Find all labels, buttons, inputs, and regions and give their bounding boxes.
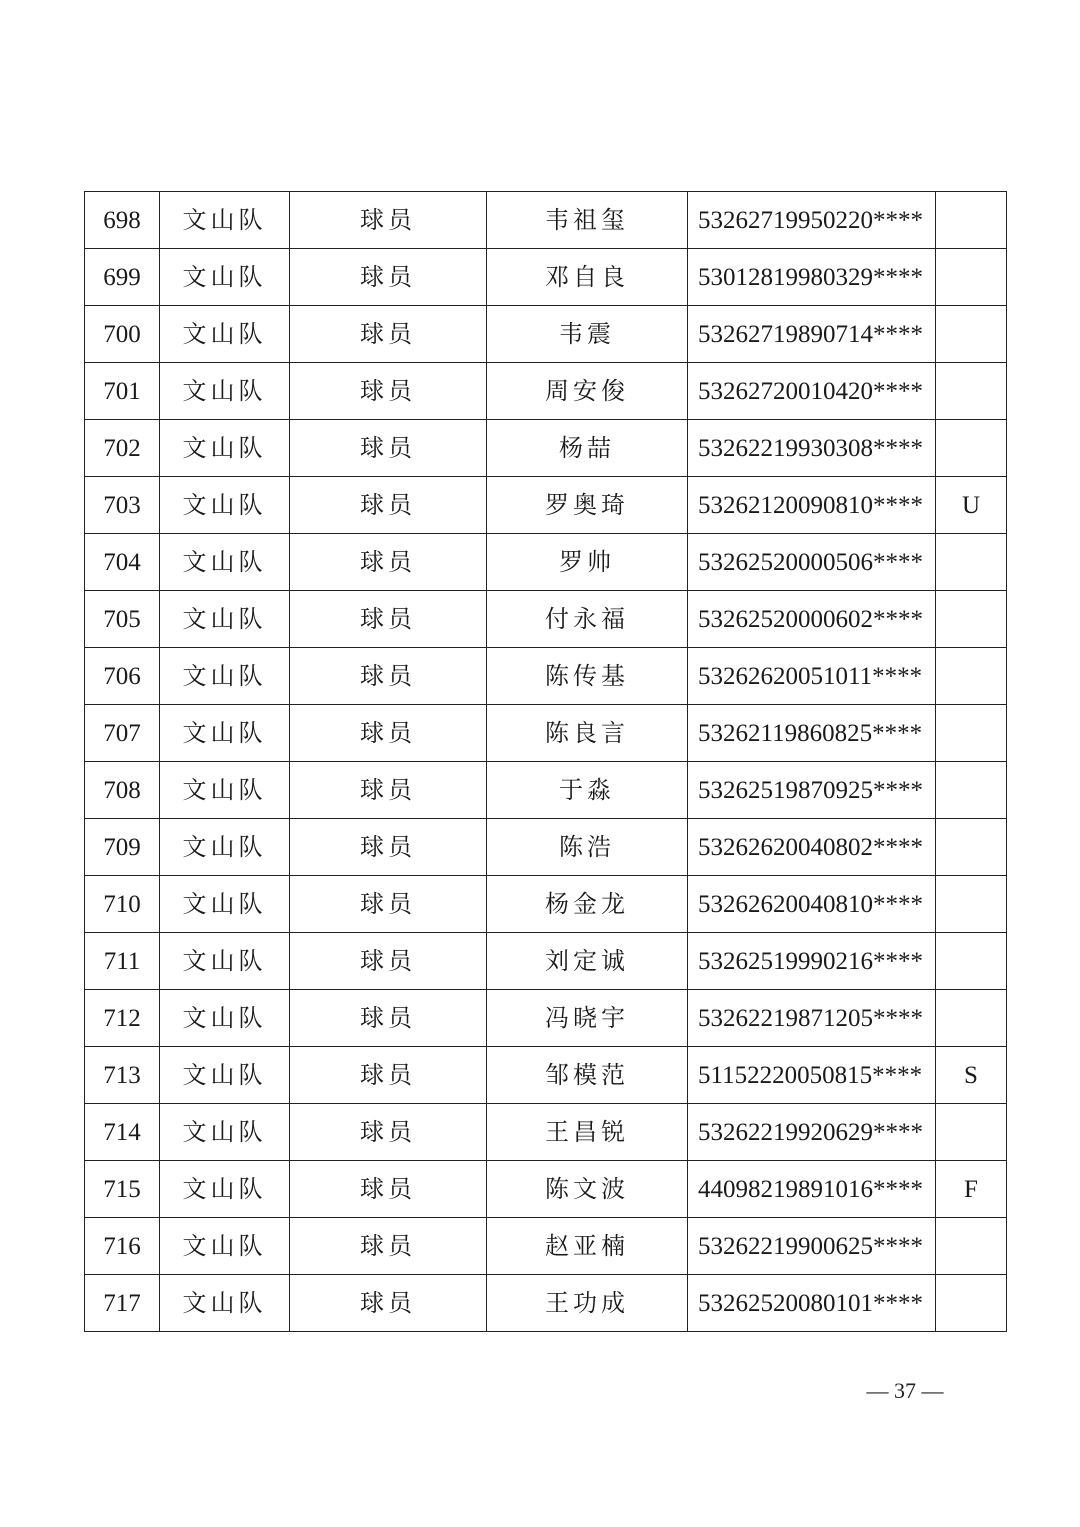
remark-cell: [936, 192, 1007, 249]
table-row: [85, 420, 1007, 477]
role-cell: 球员: [290, 534, 487, 591]
table-row: [85, 1218, 1007, 1275]
player-name-cell: 王功成: [487, 1275, 688, 1332]
row-number-cell: 714: [85, 1104, 160, 1161]
team-cell: 文山队: [160, 1218, 290, 1275]
player-name-cell: 王昌锐: [487, 1104, 688, 1161]
player-name-cell: 杨金龙: [487, 876, 688, 933]
remark-cell: [936, 705, 1007, 762]
remark-cell: [936, 990, 1007, 1047]
remark-cell: U: [936, 477, 1007, 534]
role-cell: 球员: [290, 1275, 487, 1332]
team-cell: 文山队: [160, 762, 290, 819]
table-row: [85, 990, 1007, 1047]
remark-cell: [936, 876, 1007, 933]
team-cell: 文山队: [160, 534, 290, 591]
role-cell: 球员: [290, 819, 487, 876]
team-cell: 文山队: [160, 819, 290, 876]
row-number-cell: 712: [85, 990, 160, 1047]
team-cell: 文山队: [160, 1275, 290, 1332]
player-name-cell: 刘定诚: [487, 933, 688, 990]
id-number-cell: 53262720010420****: [688, 363, 936, 420]
role-cell: 球员: [290, 420, 487, 477]
id-number-cell: 53262519990216****: [688, 933, 936, 990]
table-row: [85, 762, 1007, 819]
role-cell: 球员: [290, 990, 487, 1047]
team-cell: 文山队: [160, 876, 290, 933]
player-name-cell: 韦祖玺: [487, 192, 688, 249]
role-cell: 球员: [290, 363, 487, 420]
table-row: [85, 1161, 1007, 1218]
role-cell: 球员: [290, 1218, 487, 1275]
remark-cell: [936, 762, 1007, 819]
row-number-cell: 701: [85, 363, 160, 420]
table-row: [85, 591, 1007, 648]
id-number-cell: 53262219871205****: [688, 990, 936, 1047]
id-number-cell: 53262620051011****: [688, 648, 936, 705]
id-number-cell: 53262519870925****: [688, 762, 936, 819]
row-number-cell: 713: [85, 1047, 160, 1104]
id-number-cell: 53262520080101****: [688, 1275, 936, 1332]
row-number-cell: 717: [85, 1275, 160, 1332]
team-cell: 文山队: [160, 990, 290, 1047]
role-cell: 球员: [290, 762, 487, 819]
player-name-cell: 赵亚楠: [487, 1218, 688, 1275]
row-number-cell: 708: [85, 762, 160, 819]
row-number-cell: 698: [85, 192, 160, 249]
roster-body: [85, 192, 1007, 1332]
team-cell: 文山队: [160, 1104, 290, 1161]
team-cell: 文山队: [160, 933, 290, 990]
row-number-cell: 704: [85, 534, 160, 591]
role-cell: 球员: [290, 591, 487, 648]
table-row: [85, 477, 1007, 534]
remark-cell: [936, 933, 1007, 990]
role-cell: 球员: [290, 1104, 487, 1161]
row-number-cell: 706: [85, 648, 160, 705]
table-row: [85, 933, 1007, 990]
role-cell: 球员: [290, 306, 487, 363]
player-name-cell: 韦震: [487, 306, 688, 363]
page-number: — 37 —: [866, 1378, 944, 1403]
team-cell: 文山队: [160, 591, 290, 648]
table-row: [85, 306, 1007, 363]
remark-cell: F: [936, 1161, 1007, 1218]
id-number-cell: 53262620040802****: [688, 819, 936, 876]
player-name-cell: 冯晓宇: [487, 990, 688, 1047]
player-name-cell: 付永福: [487, 591, 688, 648]
remark-cell: [936, 591, 1007, 648]
team-cell: 文山队: [160, 477, 290, 534]
row-number-cell: 702: [85, 420, 160, 477]
team-cell: 文山队: [160, 1047, 290, 1104]
table-row: [85, 192, 1007, 249]
remark-cell: [936, 249, 1007, 306]
remark-cell: [936, 306, 1007, 363]
role-cell: 球员: [290, 249, 487, 306]
row-number-cell: 703: [85, 477, 160, 534]
row-number-cell: 705: [85, 591, 160, 648]
id-number-cell: 53262719950220****: [688, 192, 936, 249]
id-number-cell: 44098219891016****: [688, 1161, 936, 1218]
table-row: [85, 819, 1007, 876]
table-row: [85, 534, 1007, 591]
id-number-cell: 53262719890714****: [688, 306, 936, 363]
role-cell: 球员: [290, 705, 487, 762]
id-number-cell: 53262219920629****: [688, 1104, 936, 1161]
role-cell: 球员: [290, 1047, 487, 1104]
player-name-cell: 于淼: [487, 762, 688, 819]
id-number-cell: 53262620040810****: [688, 876, 936, 933]
table-row: [85, 363, 1007, 420]
id-number-cell: 53262520000602****: [688, 591, 936, 648]
player-roster-table: [84, 191, 1007, 1332]
player-name-cell: 杨喆: [487, 420, 688, 477]
remark-cell: S: [936, 1047, 1007, 1104]
role-cell: 球员: [290, 876, 487, 933]
team-cell: 文山队: [160, 1161, 290, 1218]
row-number-cell: 711: [85, 933, 160, 990]
id-number-cell: 53262520000506****: [688, 534, 936, 591]
player-name-cell: 周安俊: [487, 363, 688, 420]
row-number-cell: 709: [85, 819, 160, 876]
player-name-cell: 陈传基: [487, 648, 688, 705]
row-number-cell: 710: [85, 876, 160, 933]
table-row: [85, 876, 1007, 933]
row-number-cell: 715: [85, 1161, 160, 1218]
id-number-cell: 53262120090810****: [688, 477, 936, 534]
row-number-cell: 700: [85, 306, 160, 363]
role-cell: 球员: [290, 933, 487, 990]
id-number-cell: 53262219930308****: [688, 420, 936, 477]
team-cell: 文山队: [160, 420, 290, 477]
table-row: [85, 1047, 1007, 1104]
row-number-cell: 707: [85, 705, 160, 762]
team-cell: 文山队: [160, 705, 290, 762]
remark-cell: [936, 819, 1007, 876]
row-number-cell: 716: [85, 1218, 160, 1275]
team-cell: 文山队: [160, 192, 290, 249]
table-row: [85, 249, 1007, 306]
player-name-cell: 陈文波: [487, 1161, 688, 1218]
remark-cell: [936, 534, 1007, 591]
player-name-cell: 邹模范: [487, 1047, 688, 1104]
player-name-cell: 罗奥琦: [487, 477, 688, 534]
remark-cell: [936, 363, 1007, 420]
row-number-cell: 699: [85, 249, 160, 306]
id-number-cell: 53262219900625****: [688, 1218, 936, 1275]
role-cell: 球员: [290, 1161, 487, 1218]
player-name-cell: 邓自良: [487, 249, 688, 306]
role-cell: 球员: [290, 477, 487, 534]
remark-cell: [936, 1218, 1007, 1275]
table-row: [85, 648, 1007, 705]
remark-cell: [936, 1104, 1007, 1161]
remark-cell: [936, 1275, 1007, 1332]
team-cell: 文山队: [160, 363, 290, 420]
id-number-cell: 53262119860825****: [688, 705, 936, 762]
role-cell: 球员: [290, 192, 487, 249]
table-row: [85, 1104, 1007, 1161]
id-number-cell: 51152220050815****: [688, 1047, 936, 1104]
player-name-cell: 陈良言: [487, 705, 688, 762]
remark-cell: [936, 420, 1007, 477]
team-cell: 文山队: [160, 306, 290, 363]
player-name-cell: 陈浩: [487, 819, 688, 876]
team-cell: 文山队: [160, 249, 290, 306]
id-number-cell: 53012819980329****: [688, 249, 936, 306]
table-row: [85, 705, 1007, 762]
team-cell: 文山队: [160, 648, 290, 705]
table-row: [85, 1275, 1007, 1332]
remark-cell: [936, 648, 1007, 705]
role-cell: 球员: [290, 648, 487, 705]
player-name-cell: 罗帅: [487, 534, 688, 591]
